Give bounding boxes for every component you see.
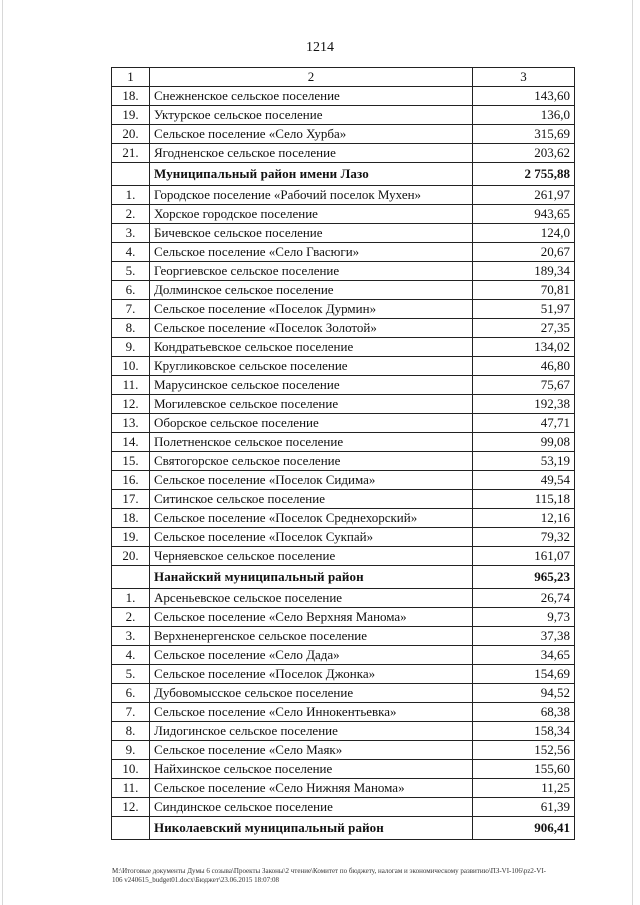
row-name-cell: Долминское сельское поселение <box>150 281 473 300</box>
row-value-cell: 136,0 <box>473 106 575 125</box>
scan-right-edge <box>632 0 633 905</box>
table-row <box>112 471 575 490</box>
header-col-value: 3 <box>473 68 575 87</box>
row-number-cell: 12. <box>112 395 150 414</box>
row-number-cell: 17. <box>112 490 150 509</box>
row-name-cell: Муниципальный район имени Лазо <box>150 163 473 186</box>
row-number-cell: 3. <box>112 627 150 646</box>
row-name-cell: Городское поселение «Рабочий поселок Мухен» <box>150 186 473 205</box>
table-row <box>112 665 575 684</box>
row-value-cell: 11,25 <box>473 779 575 798</box>
row-value-cell: 99,08 <box>473 433 575 452</box>
row-name-cell: Арсеньевское сельское поселение <box>150 589 473 608</box>
row-value-cell: 261,97 <box>473 186 575 205</box>
row-value-cell: 906,41 <box>473 817 575 840</box>
row-number-cell: 20. <box>112 125 150 144</box>
row-number-cell: 10. <box>112 357 150 376</box>
row-value-cell: 134,02 <box>473 338 575 357</box>
row-value-cell: 20,67 <box>473 243 575 262</box>
row-number-cell: 14. <box>112 433 150 452</box>
table-row <box>112 646 575 665</box>
row-number-cell: 19. <box>112 106 150 125</box>
table-row <box>112 395 575 414</box>
table-header-row <box>112 68 575 87</box>
row-number-cell: 1. <box>112 589 150 608</box>
row-number-cell: 15. <box>112 452 150 471</box>
table-row <box>112 741 575 760</box>
table-row <box>112 300 575 319</box>
row-value-cell: 94,52 <box>473 684 575 703</box>
table-row <box>112 703 575 722</box>
row-name-cell: Дубовомысское сельское поселение <box>150 684 473 703</box>
row-name-cell: Сельское поселение «Поселок Сукпай» <box>150 528 473 547</box>
row-number-cell: 2. <box>112 205 150 224</box>
table-row <box>112 684 575 703</box>
row-name-cell: Сельское поселение «Поселок Джонка» <box>150 665 473 684</box>
row-name-cell: Ситинское сельское поселение <box>150 490 473 509</box>
budget-table <box>111 67 575 840</box>
table-row <box>112 338 575 357</box>
row-name-cell: Хорское городское поселение <box>150 205 473 224</box>
row-number-cell: 2. <box>112 608 150 627</box>
table-row <box>112 106 575 125</box>
row-number-cell: 7. <box>112 300 150 319</box>
row-value-cell: 192,38 <box>473 395 575 414</box>
table-row <box>112 357 575 376</box>
row-value-cell: 75,67 <box>473 376 575 395</box>
row-value-cell: 189,34 <box>473 262 575 281</box>
row-name-cell: Полетненское сельское поселение <box>150 433 473 452</box>
table-row <box>112 528 575 547</box>
footer-path-line-1: М:\Итоговые документы Думы 6 созыва\Проекты Законы\2 чтение\Комитет по бюджету, налогам и экономическому развитию\ПЗ-VI-106\pz2-VI- <box>112 867 546 875</box>
row-number-cell: 18. <box>112 87 150 106</box>
row-name-cell: Ягодненское сельское поселение <box>150 144 473 163</box>
row-value-cell: 27,35 <box>473 319 575 338</box>
row-name-cell: Сельское поселение «Поселок Золотой» <box>150 319 473 338</box>
table-row <box>112 224 575 243</box>
table-row <box>112 281 575 300</box>
row-number-cell <box>112 566 150 589</box>
row-value-cell: 51,97 <box>473 300 575 319</box>
row-name-cell: Найхинское сельское поселение <box>150 760 473 779</box>
row-number-cell: 8. <box>112 319 150 338</box>
row-number-cell: 4. <box>112 646 150 665</box>
table-row <box>112 547 575 566</box>
row-value-cell: 47,71 <box>473 414 575 433</box>
page-number: 1214 <box>306 40 334 55</box>
district-total-row <box>112 566 575 589</box>
header-col-name: 2 <box>150 68 473 87</box>
row-name-cell: Марусинское сельское поселение <box>150 376 473 395</box>
table-row <box>112 87 575 106</box>
row-value-cell: 70,81 <box>473 281 575 300</box>
row-number-cell: 20. <box>112 547 150 566</box>
row-value-cell: 143,60 <box>473 87 575 106</box>
row-value-cell: 154,69 <box>473 665 575 684</box>
table-row <box>112 798 575 817</box>
table-row <box>112 433 575 452</box>
row-name-cell: Сельское поселение «Село Верхняя Манома» <box>150 608 473 627</box>
row-name-cell: Сельское поселение «Поселок Среднехорский» <box>150 509 473 528</box>
row-number-cell <box>112 163 150 186</box>
row-value-cell: 37,38 <box>473 627 575 646</box>
table-row <box>112 376 575 395</box>
row-number-cell: 3. <box>112 224 150 243</box>
row-value-cell: 124,0 <box>473 224 575 243</box>
row-name-cell: Уктурское сельское поселение <box>150 106 473 125</box>
table-row <box>112 452 575 471</box>
table-row <box>112 589 575 608</box>
row-name-cell: Сельское поселение «Село Маяк» <box>150 741 473 760</box>
row-number-cell: 6. <box>112 684 150 703</box>
header-col-number: 1 <box>112 68 150 87</box>
table-row <box>112 509 575 528</box>
row-value-cell: 12,16 <box>473 509 575 528</box>
row-number-cell: 6. <box>112 281 150 300</box>
table-row <box>112 627 575 646</box>
row-number-cell: 19. <box>112 528 150 547</box>
row-number-cell: 7. <box>112 703 150 722</box>
row-number-cell: 21. <box>112 144 150 163</box>
footer-path-line-2: 106 v240615_budget01.docx\Бюджет\23.06.2015 18:07:08 <box>112 876 280 884</box>
table-row <box>112 779 575 798</box>
table-row <box>112 125 575 144</box>
row-name-cell: Черняевское сельское поселение <box>150 547 473 566</box>
table-row <box>112 490 575 509</box>
row-value-cell: 46,80 <box>473 357 575 376</box>
row-name-cell: Нанайский муниципальный район <box>150 566 473 589</box>
row-value-cell: 965,23 <box>473 566 575 589</box>
row-name-cell: Сельское поселение «Поселок Сидима» <box>150 471 473 490</box>
row-name-cell: Снежненское сельское поселение <box>150 87 473 106</box>
row-number-cell: 5. <box>112 665 150 684</box>
row-number-cell: 13. <box>112 414 150 433</box>
row-value-cell: 9,73 <box>473 608 575 627</box>
row-value-cell: 115,18 <box>473 490 575 509</box>
district-total-row <box>112 163 575 186</box>
row-name-cell: Сельское поселение «Село Нижняя Манома» <box>150 779 473 798</box>
row-value-cell: 79,32 <box>473 528 575 547</box>
row-name-cell: Оборское сельское поселение <box>150 414 473 433</box>
row-name-cell: Георгиевское сельское поселение <box>150 262 473 281</box>
row-name-cell: Кругликовское сельское поселение <box>150 357 473 376</box>
row-number-cell: 9. <box>112 338 150 357</box>
row-name-cell: Святогорское сельское поселение <box>150 452 473 471</box>
table-row <box>112 243 575 262</box>
row-value-cell: 161,07 <box>473 547 575 566</box>
row-number-cell: 11. <box>112 779 150 798</box>
row-value-cell: 49,54 <box>473 471 575 490</box>
district-total-row <box>112 817 575 840</box>
row-number-cell: 11. <box>112 376 150 395</box>
table-row <box>112 608 575 627</box>
budget-table-body <box>112 68 575 840</box>
table-row <box>112 144 575 163</box>
row-number-cell: 16. <box>112 471 150 490</box>
table-row <box>112 186 575 205</box>
row-name-cell: Сельское поселение «Поселок Дурмин» <box>150 300 473 319</box>
row-number-cell: 4. <box>112 243 150 262</box>
table-row <box>112 760 575 779</box>
table-row <box>112 262 575 281</box>
row-value-cell: 943,65 <box>473 205 575 224</box>
row-name-cell: Сельское поселение «Село Иннокентьевка» <box>150 703 473 722</box>
row-value-cell: 53,19 <box>473 452 575 471</box>
row-value-cell: 155,60 <box>473 760 575 779</box>
row-value-cell: 203,62 <box>473 144 575 163</box>
row-value-cell: 34,65 <box>473 646 575 665</box>
table-row <box>112 205 575 224</box>
document-footer <box>112 867 624 885</box>
row-name-cell: Могилевское сельское поселение <box>150 395 473 414</box>
table-row <box>112 722 575 741</box>
row-name-cell: Верхненергенское сельское поселение <box>150 627 473 646</box>
row-value-cell: 2 755,88 <box>473 163 575 186</box>
table-row <box>112 414 575 433</box>
row-number-cell: 8. <box>112 722 150 741</box>
row-name-cell: Синдинское сельское поселение <box>150 798 473 817</box>
row-value-cell: 315,69 <box>473 125 575 144</box>
table-row <box>112 319 575 338</box>
row-name-cell: Сельское поселение «Село Хурба» <box>150 125 473 144</box>
row-value-cell: 68,38 <box>473 703 575 722</box>
row-name-cell: Сельское поселение «Село Дада» <box>150 646 473 665</box>
row-name-cell: Бичевское сельское поселение <box>150 224 473 243</box>
row-value-cell: 158,34 <box>473 722 575 741</box>
row-number-cell: 5. <box>112 262 150 281</box>
row-number-cell: 18. <box>112 509 150 528</box>
row-number-cell <box>112 817 150 840</box>
row-name-cell: Лидогинское сельское поселение <box>150 722 473 741</box>
row-name-cell: Николаевский муниципальный район <box>150 817 473 840</box>
row-number-cell: 9. <box>112 741 150 760</box>
row-name-cell: Сельское поселение «Село Гвасюги» <box>150 243 473 262</box>
row-value-cell: 26,74 <box>473 589 575 608</box>
scan-left-edge <box>2 0 3 905</box>
row-number-cell: 12. <box>112 798 150 817</box>
row-number-cell: 1. <box>112 186 150 205</box>
row-value-cell: 152,56 <box>473 741 575 760</box>
row-number-cell: 10. <box>112 760 150 779</box>
row-value-cell: 61,39 <box>473 798 575 817</box>
row-name-cell: Кондратьевское сельское поселение <box>150 338 473 357</box>
